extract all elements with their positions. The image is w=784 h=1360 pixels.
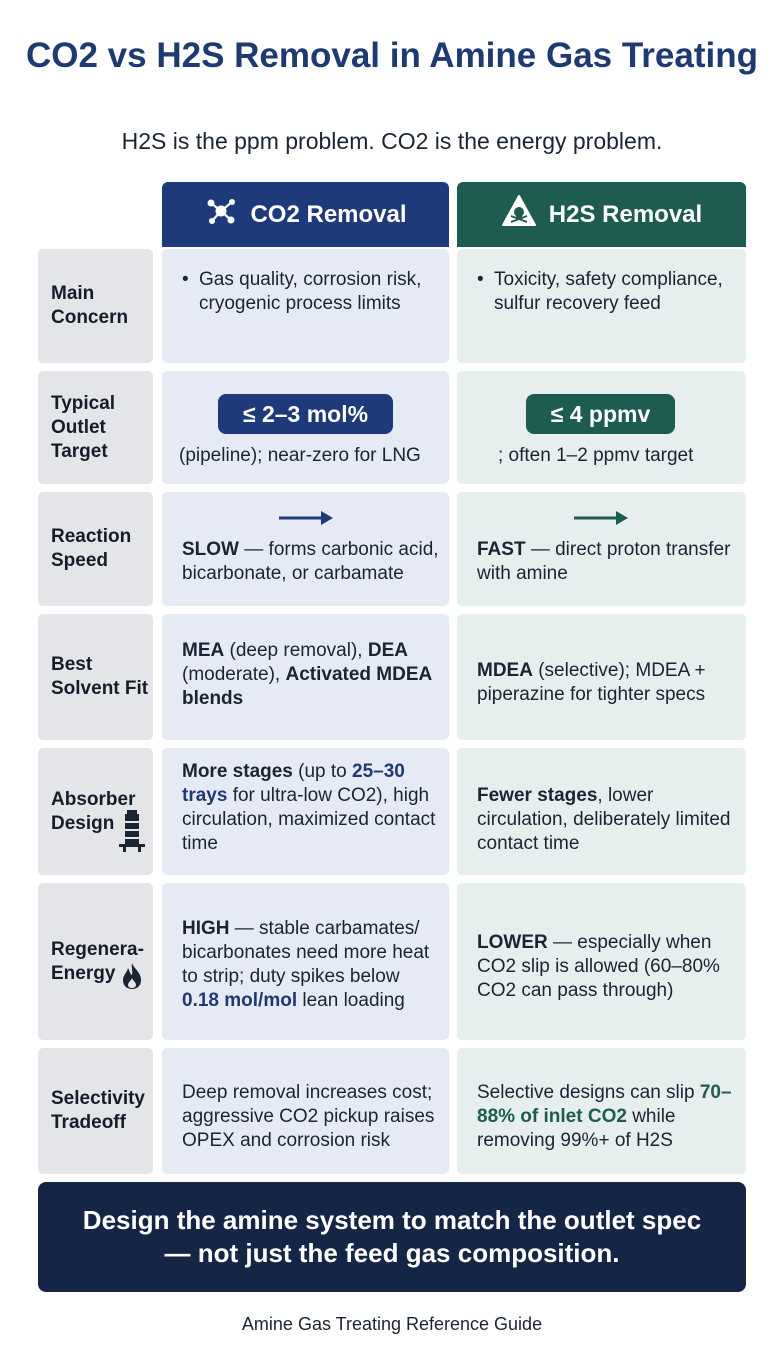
co2-column-header xyxy=(162,182,449,247)
cell-text: (up to xyxy=(292,761,353,782)
arrow-right-icon xyxy=(572,509,630,532)
cell-highlight: 70–88% of inlet CO2 xyxy=(477,1082,732,1127)
row-label: Selectivity Tradeoff xyxy=(38,1048,153,1174)
cell-text: (selective); MDEA + piperazine for tighter specs xyxy=(477,660,706,705)
footer-text: Amine Gas Treating Reference Guide xyxy=(241,1314,543,1334)
cell-text: (deep removal), xyxy=(224,640,368,661)
absorber-column-icon xyxy=(119,808,145,859)
cell-text: while removing 99%+ of H2S xyxy=(477,1106,676,1151)
cell-text: (moderate), xyxy=(182,664,286,685)
cell-highlight: 0.18 mol/mol xyxy=(182,990,298,1011)
cell-text: Selective designs can slip xyxy=(477,1082,700,1103)
page-subtitle: H2S is the ppm problem. CO2 is the energy problem. xyxy=(121,128,663,154)
cell-text: for ultra-low CO2), high circulation, maximized contact time xyxy=(182,785,436,854)
co2-cell xyxy=(162,371,449,484)
h2s-cell xyxy=(457,883,746,1040)
row-label: Typical Outlet Target xyxy=(38,371,153,484)
flame-icon xyxy=(121,962,143,997)
h2s-target-pill: ≤ 4 ppmv xyxy=(526,394,675,434)
cell-bold: LOWER xyxy=(477,932,548,953)
row-label: Regenera- Energy xyxy=(51,938,144,984)
h2s-cell xyxy=(457,1048,746,1174)
solvent-name: DEA xyxy=(367,640,408,661)
cell-text: — forms carbonic acid, bicarbonate, or carbamate xyxy=(182,539,439,584)
h2s-cell xyxy=(457,748,746,875)
cell-text: Toxicity, safety compliance, sulfur recovery feed xyxy=(494,269,723,314)
row-solvent-fit xyxy=(38,614,746,740)
co2-column-label: CO2 Removal xyxy=(250,200,407,228)
co2-cell xyxy=(162,492,449,606)
row-regeneration-energy xyxy=(38,883,746,1040)
co2-target-pill: ≤ 2–3 mol% xyxy=(218,394,393,434)
row-absorber-design xyxy=(38,748,746,875)
row-label: Absorber Design xyxy=(51,788,136,834)
row-label: Best Solvent Fit xyxy=(38,614,153,740)
summary-banner: Design the amine system to match the outlet spec — not just the feed gas composition. xyxy=(38,1182,746,1292)
row-label-cell xyxy=(38,748,153,875)
cell-text: — stable carbamates/ bicarbonates need more heat to strip; duty spikes below xyxy=(182,918,430,987)
cell-text: ; often 1–2 ppmv target xyxy=(498,445,694,466)
row-label: Main Concern xyxy=(38,249,153,363)
cell-bold: More stages xyxy=(182,761,293,782)
h2s-cell: • Toxicity, safety compliance, sulfur recovery feed xyxy=(457,249,746,363)
cell-bold: Fewer stages xyxy=(477,785,598,806)
speed-value: FAST xyxy=(477,539,526,560)
solvent-name: MEA xyxy=(182,640,225,661)
co2-cell xyxy=(162,748,449,875)
row-label: Reaction Speed xyxy=(38,492,153,606)
co2-cell xyxy=(162,614,449,740)
skull-hazard-icon xyxy=(501,194,537,235)
arrow-right-icon xyxy=(277,509,335,532)
h2s-cell xyxy=(457,614,746,740)
page-title: CO2 vs H2S Removal in Amine Gas Treating xyxy=(25,36,758,75)
cell-text: (pipeline); near-zero for LNG xyxy=(179,445,421,466)
cell-highlight: 25–30 trays xyxy=(182,761,405,806)
cell-text: — direct proton transfer with amine xyxy=(477,539,731,584)
cell-bold: HIGH xyxy=(182,918,230,939)
solvent-name: MDEA xyxy=(477,660,533,681)
h2s-column-label: H2S Removal xyxy=(548,200,703,228)
cell-text: Gas quality, corrosion risk, cryogenic process limits xyxy=(199,269,422,314)
cell-text: lean loading xyxy=(297,990,405,1011)
row-label-cell xyxy=(38,883,153,1040)
cell-text: Deep removal increases cost; aggressive CO2 pickup raises OPEX and corrosion risk xyxy=(182,1082,435,1151)
molecule-icon xyxy=(204,194,238,235)
co2-cell: • Gas quality, corrosion risk, cryogenic process limits xyxy=(162,249,449,363)
cell-text: — especially when CO2 slip is allowed (60–80% CO2 can pass through) xyxy=(477,932,720,1001)
row-selectivity-tradeoff xyxy=(38,1048,746,1174)
co2-cell xyxy=(162,1048,449,1174)
row-reaction-speed xyxy=(38,492,746,606)
co2-cell xyxy=(162,883,449,1040)
row-outlet-target xyxy=(38,371,746,484)
solvent-name: Activated MDEA blends xyxy=(182,664,432,709)
row-main-concern xyxy=(38,249,746,363)
cell-text: , lower circulation, deliberately limited contact time xyxy=(477,785,731,854)
h2s-cell xyxy=(457,492,746,606)
speed-value: SLOW xyxy=(182,539,239,560)
h2s-cell xyxy=(457,371,746,484)
h2s-column-header xyxy=(457,182,746,247)
